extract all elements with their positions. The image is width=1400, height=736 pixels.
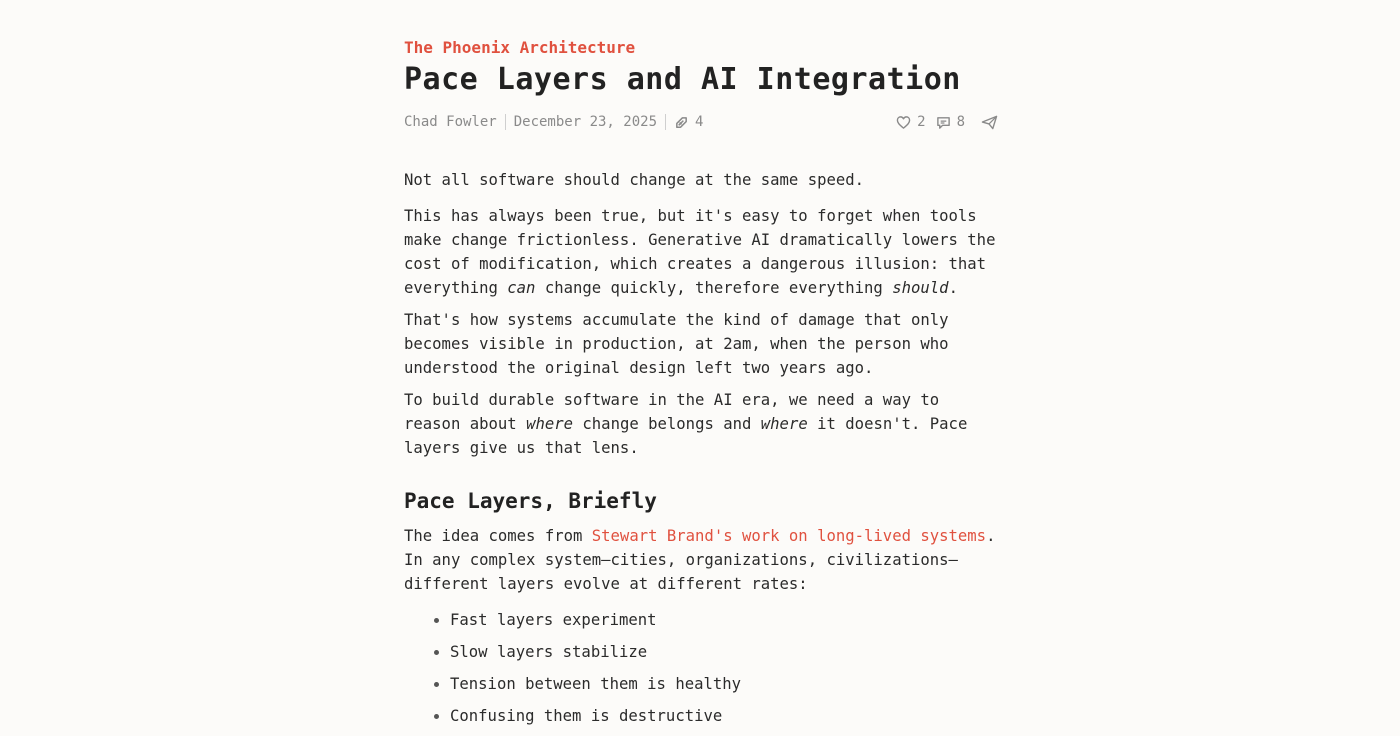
share-icon[interactable] [981, 115, 998, 130]
emphasis-text: where [526, 415, 574, 433]
stewart-brand-link[interactable]: Stewart Brand's work on long-lived systems [591, 527, 987, 545]
paragraph-text: To build durable software in the AI era, we need a way to reason about [404, 391, 940, 433]
post-body [404, 168, 1000, 736]
bullet-list [404, 608, 1000, 728]
emphasis-text: where [760, 415, 808, 433]
comment-count: 8 [956, 114, 965, 130]
paragraph-text: it doesn't. Pace layers give us that lens. [404, 415, 968, 457]
list-item: • Slow layers stabilize [450, 640, 1000, 664]
paragraph-text: . [948, 279, 958, 297]
author-link[interactable]: Chad Fowler [404, 114, 497, 130]
post-title: Pace Layers and AI Integration [404, 62, 961, 97]
restack-icon[interactable] [674, 115, 689, 130]
meta-divider [505, 114, 506, 130]
emphasis-text: should [892, 279, 949, 297]
paragraph-text: . In any complex system—cities, organizations, civilizations—different layers evolve at different rates: [404, 527, 996, 593]
list-item: • Fast layers experiment [450, 608, 1000, 632]
publication-name[interactable]: The Phoenix Architecture [404, 38, 636, 57]
paragraph [404, 204, 1000, 300]
paragraph [404, 388, 1000, 460]
post-meta [404, 114, 1000, 134]
post-byline [404, 114, 703, 130]
list-item: • Confusing them is destructive [450, 704, 1000, 728]
paragraph-text: This has always been true, but it's easy to forget when tools make change frictionless. Generative AI dramatically lowers the cost of modification, which creates a dangerous illusion: that everything [404, 207, 996, 297]
like-count: 2 [917, 114, 926, 130]
paragraph-text: change belongs and [573, 415, 761, 433]
comment-icon[interactable] [936, 115, 951, 130]
paragraph [404, 524, 1000, 596]
paragraph-text: change quickly, therefore everything [535, 279, 893, 297]
restack-count: 4 [695, 114, 704, 130]
meta-divider [665, 114, 666, 130]
emphasis-text: can [507, 279, 536, 297]
post-date: December 23, 2025 [513, 114, 658, 130]
post-actions [896, 114, 998, 130]
paragraph-text: The idea comes from [404, 527, 592, 545]
heart-icon[interactable] [896, 115, 911, 130]
paragraph: Not all software should change at the same speed. [404, 171, 865, 189]
list-item: • Tension between them is healthy [450, 672, 1000, 696]
section-heading: Pace Layers, Briefly [404, 489, 657, 513]
paragraph: That's how systems accumulate the kind of damage that only becomes visible in production, at 2am, when the person who understood the original design left two years ago. [404, 311, 949, 377]
